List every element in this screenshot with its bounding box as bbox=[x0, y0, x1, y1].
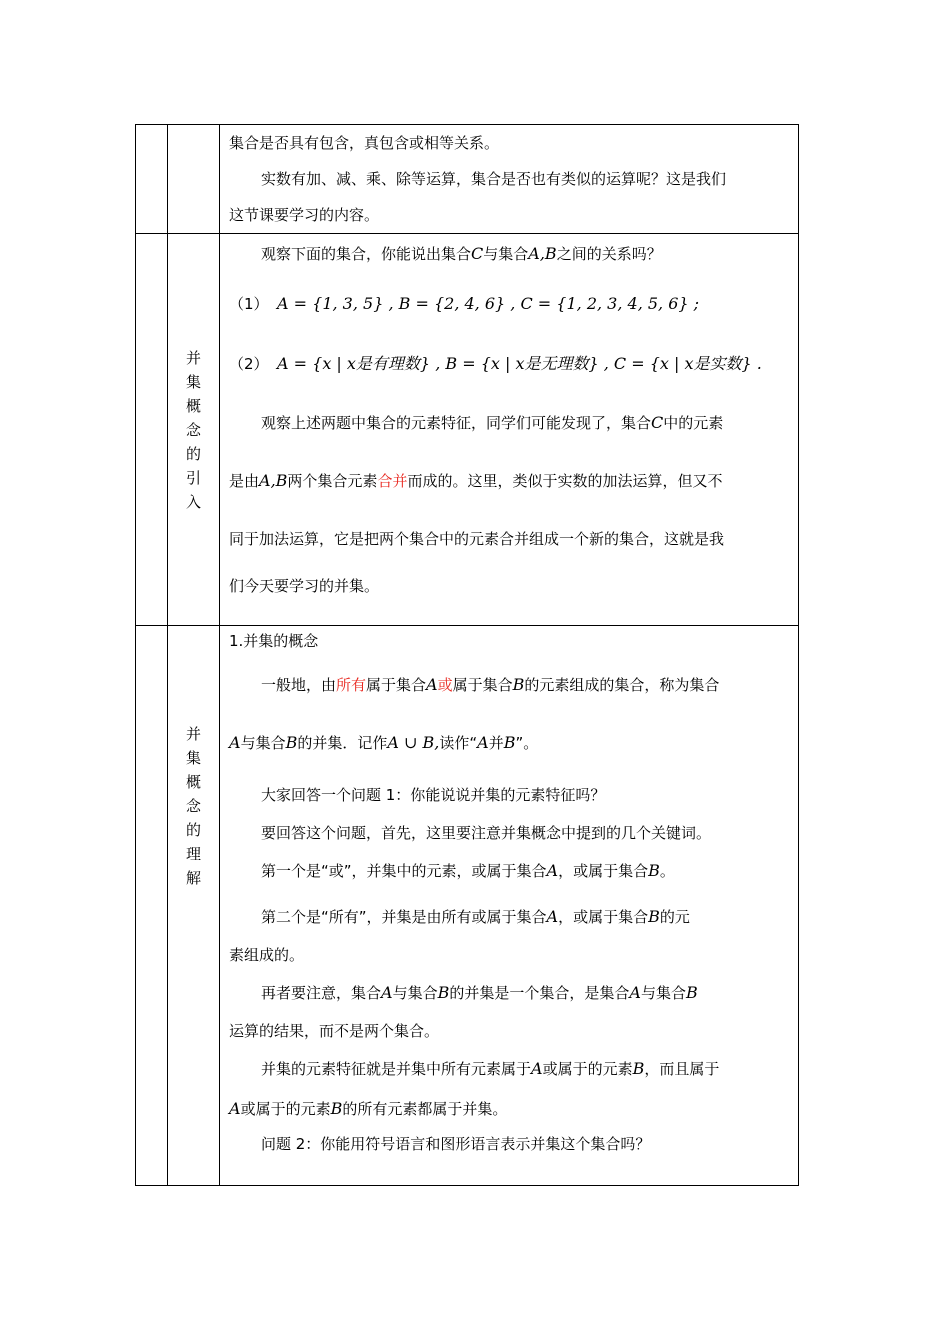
text-line bbox=[229, 452, 790, 510]
math: A,B bbox=[259, 471, 288, 490]
label-part: 的引 bbox=[185, 444, 201, 487]
content-cell bbox=[220, 626, 799, 1186]
text: 的并集．记作 bbox=[297, 734, 388, 752]
math: B bbox=[685, 983, 698, 1002]
math: B bbox=[285, 733, 298, 752]
text: 。 bbox=[659, 862, 675, 880]
math: B bbox=[503, 733, 516, 752]
text: 的元 bbox=[659, 908, 690, 926]
text: 的并集是一个集合，是集合 bbox=[449, 984, 630, 1002]
lesson-table bbox=[135, 124, 799, 1186]
label-part: 的理 bbox=[185, 821, 201, 863]
text: 的所有元素都属于并集。 bbox=[342, 1100, 508, 1118]
blank-cell bbox=[136, 234, 168, 626]
math: B bbox=[648, 861, 660, 880]
text-line bbox=[229, 234, 790, 274]
text-line: 同于加法运算，它是把两个集合中的元素合并组成一个新的集合，这就是我 bbox=[229, 530, 725, 548]
text: 一般地，由 bbox=[261, 676, 337, 694]
text: 并集的元素特征就是并集中所有元素属于 bbox=[261, 1060, 532, 1078]
text: ，或属于集合 bbox=[558, 862, 649, 880]
highlight: 或 bbox=[437, 676, 453, 694]
math: A bbox=[531, 1059, 543, 1078]
content-cell bbox=[220, 234, 799, 626]
text: 第一个是“或”，并集中的元素，或属于集合 bbox=[261, 862, 547, 880]
equation: A = {x | x是有理数} , B = {x | x是无理数} , C = {x | x是实数} . bbox=[277, 354, 762, 373]
text: 或属于的元素 bbox=[240, 1100, 331, 1118]
text: ，而且属于 bbox=[644, 1060, 720, 1078]
text-line bbox=[229, 1046, 790, 1092]
blank-cell bbox=[136, 626, 168, 1186]
math: B bbox=[437, 983, 450, 1002]
content-cell bbox=[220, 125, 799, 234]
label-part: 并集 bbox=[185, 725, 201, 767]
text: 的元素组成的集合，称为集合 bbox=[524, 676, 720, 694]
equation-line bbox=[229, 274, 790, 334]
text: 读作“ bbox=[439, 734, 478, 752]
text-line: 要回答这个问题，首先，这里要注意并集概念中提到的几个关键词。 bbox=[261, 824, 712, 842]
text: 观察下面的集合，你能说出集合 bbox=[261, 245, 472, 263]
text-line: 们今天要学习的并集。 bbox=[229, 577, 380, 595]
math: A ∪ B, bbox=[387, 733, 440, 752]
text: 属于集合 bbox=[452, 676, 513, 694]
text-line bbox=[229, 848, 790, 894]
section-heading: 1.并集的概念 bbox=[229, 632, 319, 650]
table-row bbox=[136, 125, 799, 234]
math: C bbox=[471, 244, 484, 263]
text: 或属于的元素 bbox=[542, 1060, 633, 1078]
highlight: 所有 bbox=[336, 676, 367, 694]
text-line bbox=[229, 394, 790, 452]
text: 是由 bbox=[229, 472, 260, 490]
text: ”。 bbox=[515, 734, 539, 752]
blank-cell bbox=[136, 125, 168, 234]
text: 而成的。这里，类似于实数的加法运算，但又不 bbox=[407, 472, 723, 490]
text: 与集合 bbox=[392, 984, 438, 1002]
section-label bbox=[168, 626, 220, 1186]
text: 再者要注意，集合 bbox=[261, 984, 382, 1002]
math: A bbox=[381, 983, 393, 1002]
math: A bbox=[477, 733, 489, 752]
text-line bbox=[229, 656, 790, 714]
math: A,B bbox=[528, 244, 557, 263]
text: 与集合 bbox=[640, 984, 686, 1002]
math: B bbox=[632, 1059, 645, 1078]
math: A bbox=[629, 983, 641, 1002]
math: B bbox=[512, 675, 525, 694]
text-line bbox=[229, 1092, 790, 1126]
text: 属于集合 bbox=[366, 676, 427, 694]
blank-cell bbox=[168, 125, 220, 234]
equation: A = {1, 3, 5} , B = {2, 4, 6} , C = {1, 2, 3, 4, 5, 6} ; bbox=[277, 294, 700, 313]
table-row bbox=[136, 626, 799, 1186]
text: 两个集合元素 bbox=[287, 472, 378, 490]
text: 与集合 bbox=[240, 734, 286, 752]
math: A bbox=[229, 733, 241, 752]
math: A bbox=[426, 675, 438, 694]
equation-number: （1） bbox=[229, 295, 269, 313]
text-line: 素组成的。 bbox=[229, 946, 305, 964]
text-line: 问题 2：你能用符号语言和图形语言表示并集这个集合吗？ bbox=[261, 1135, 651, 1153]
label-part: 概念 bbox=[185, 396, 201, 439]
text-line: 运算的结果，而不是两个集合。 bbox=[229, 1022, 440, 1040]
label-part: 解 bbox=[185, 869, 201, 887]
math: A bbox=[546, 907, 559, 926]
equation-number: （2） bbox=[229, 355, 269, 373]
text: 第二个是“所有”，并集是由所有或属于集合 bbox=[261, 908, 547, 926]
math: A bbox=[229, 1099, 241, 1118]
text-line: 实数有加、减、乘、除等运算，集合是否也有类似的运算呢？这是我们 bbox=[261, 170, 727, 188]
text: 并 bbox=[488, 734, 504, 752]
text-line: 这节课要学习的内容。 bbox=[229, 206, 380, 224]
math: B bbox=[648, 907, 660, 926]
text-line bbox=[229, 970, 790, 1016]
label-part: 入 bbox=[185, 492, 201, 511]
math: C bbox=[651, 413, 664, 432]
text: 与集合 bbox=[483, 245, 529, 263]
text-line bbox=[229, 714, 790, 772]
math: A bbox=[546, 861, 559, 880]
highlight: 合并 bbox=[377, 472, 408, 490]
text: 之间的关系吗？ bbox=[556, 245, 662, 263]
text-line: 大家回答一个问题 1：你能说说并集的元素特征吗？ bbox=[261, 786, 606, 804]
label-part: 概念 bbox=[185, 773, 201, 815]
text-line bbox=[229, 894, 790, 940]
table-row bbox=[136, 234, 799, 626]
equation-line bbox=[229, 334, 790, 394]
section-label bbox=[168, 234, 220, 626]
text: 观察上述两题中集合的元素特征，同学们可能发现了，集合 bbox=[261, 414, 652, 432]
text: ，或属于集合 bbox=[558, 908, 649, 926]
math: B bbox=[330, 1099, 343, 1118]
label-part: 并集 bbox=[185, 348, 201, 391]
text-line: 集合是否具有包含，真包含或相等关系。 bbox=[229, 134, 500, 152]
text: 中的元素 bbox=[663, 414, 724, 432]
